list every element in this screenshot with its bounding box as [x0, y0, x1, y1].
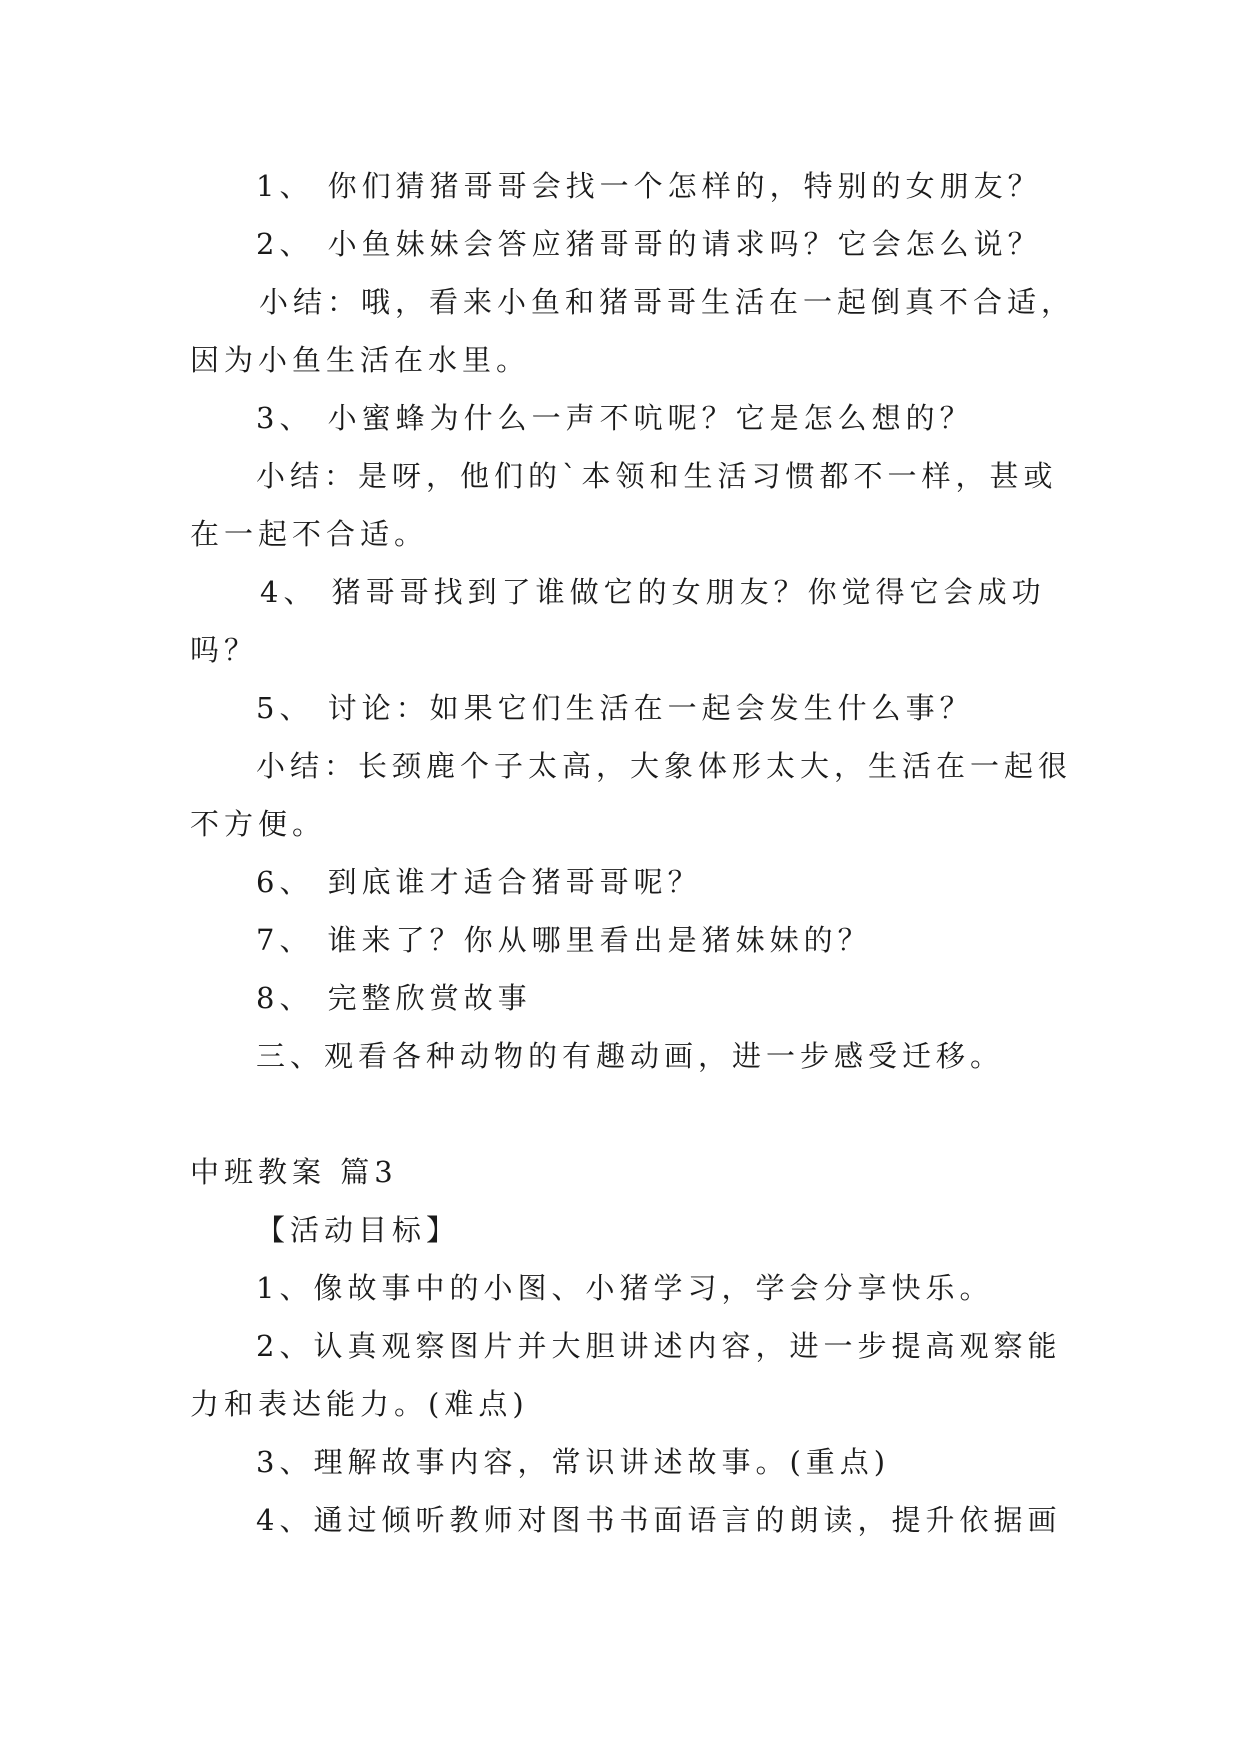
question-1: 1、 你们猜猪哥哥会找一个怎样的，特别的女朋友？: [256, 169, 1042, 203]
summary-3-line-2: 不方便。: [190, 807, 327, 841]
question-6: 6、 到底谁才适合猪哥哥呢？: [256, 865, 702, 899]
question-5: 5、 讨论：如果它们生活在一起会发生什么事？: [256, 691, 974, 725]
summary-2-line-2: 在一起不合适。: [190, 517, 429, 551]
summary-1-line-2: 因为小鱼生活在水里。: [190, 343, 531, 377]
summary-3-line-1: 小结：长颈鹿个子太高，大象体形太大，生活在一起很: [256, 749, 1073, 783]
section-three: 三、观看各种动物的有趣动画，进一步感受迁移。: [256, 1039, 1005, 1073]
summary-2-line-1: 小结：是呀，他们的`本领和生活习惯都不一样，甚或: [256, 459, 1058, 493]
summary-1-line-1: 小结：哦，看来小鱼和猪哥哥生活在一起倒真不合适，: [259, 285, 1076, 319]
question-4-line-2: 吗？: [190, 633, 259, 667]
goal-2-line-2: 力和表达能力。(难点): [190, 1387, 529, 1421]
question-7: 7、 谁来了？你从哪里看出是猪妹妹的？: [256, 923, 872, 957]
activity-goals-heading: 【活动目标】: [256, 1213, 461, 1247]
lesson-heading: 中班教案 篇3: [190, 1155, 398, 1189]
goal-4-line-1: 4、通过倾听教师对图书书面语言的朗读，提升依据画: [256, 1503, 1062, 1537]
goal-1: 1、像故事中的小图、小猪学习，学会分享快乐。: [256, 1271, 994, 1305]
question-2: 2、 小鱼妹妹会答应猪哥哥的请求吗？它会怎么说？: [256, 227, 1042, 261]
goal-3: 3、理解故事内容，常识讲述故事。(重点): [256, 1445, 891, 1479]
question-4-line-1: 4、 猪哥哥找到了谁做它的女朋友？你觉得它会成功: [260, 575, 1046, 609]
step-8: 8、 完整欣赏故事: [256, 981, 532, 1015]
question-3: 3、 小蜜蜂为什么一声不吭呢？它是怎么想的？: [256, 401, 974, 435]
goal-2-line-1: 2、认真观察图片并大胆讲述内容，进一步提高观察能: [256, 1329, 1062, 1363]
